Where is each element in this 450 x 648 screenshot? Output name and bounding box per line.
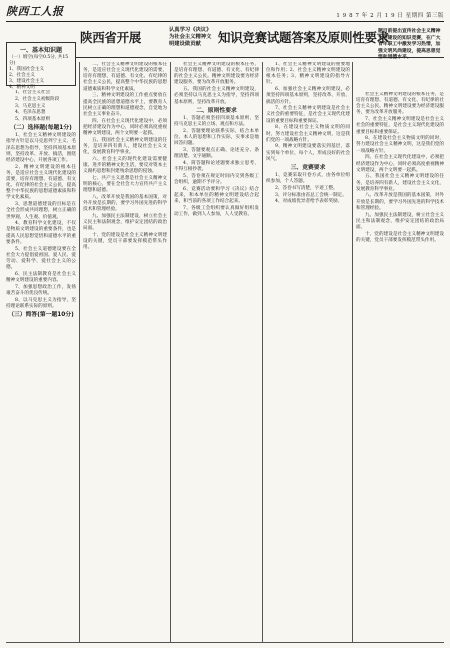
paragraph: 五、我国社会主义精神文明建设的任务，是培养四有新人，建设社会主义文化，发展教育科学事业。 (356, 174, 444, 192)
paragraph: 五、我国的社会主义精神文明建设，必须坚持以马克思主义为指导，坚持四项基本原则，坚持改革开放。 (174, 87, 259, 105)
list-item: 1、我国社会主义 (9, 67, 45, 72)
paragraph: 五、我国社会主义精神文明建设的任务，是培养四有新人，建设社会主义文化，发展教育科学事业。 (83, 137, 167, 155)
section-heading: （二）选择题(每题1分) (10, 125, 72, 132)
bottom-rule (6, 642, 444, 643)
paragraph: 8、在建设社会主义物质文明的同时，努力建设社会主义精神文明，这是我们党的一项战略方针。 (356, 136, 444, 154)
paragraph: 十、党的建设是社会主义精神文明建设的关键，党员干部要发挥模范带头作用。 (356, 231, 444, 243)
section-heading: 三、竞赛要求 (290, 164, 326, 171)
paragraph: 5、社会主义道德建设要在全社会大力提倡爱祖国、爱人民、爱劳动、爱科学、爱社会主义的公德。 (6, 246, 76, 270)
paragraph: 8、在建设社会主义物质文明的同时，努力建设社会主义精神文明，这是我们党的一项战略方针。 (266, 125, 350, 143)
paragraph: 4、简答题和论述题要求独立思考，不得互相抄袭。 (174, 160, 259, 172)
paragraph: 2、答题要理论联系实际，结合本单位、本人的思想和工作实际，实事求是地回答问题。 (174, 128, 259, 147)
paragraph: 四、在社会主义现代化建设中，必须把经济建设作为中心，同时必须高度重视精神文明建设，两个文明要一起抓。 (83, 118, 167, 136)
column-rule (262, 62, 263, 642)
paragraph: 3、评分标准由省总工会统一制定。 (275, 192, 347, 198)
paragraph: 2、精神文明建设的根本任务，是适应社会主义现代化建设的需要，培育有理想、有道德、有文化、有纪律的社会主义公民，提高整个中华民族的思想道德素质和科学文化素质。 (6, 164, 76, 201)
article-column-5 (356, 92, 444, 638)
column-rule (170, 62, 171, 642)
list-item: （一）填空(每空0.5分, 共15分) (9, 55, 69, 66)
paragraph: 4、对成绩优异者给予表彰奖励。 (275, 199, 343, 205)
article-column-3 (174, 62, 259, 638)
paragraph: 5、四项基本原则 (15, 117, 51, 122)
paragraph: 十、党的建设是社会主义精神文明建设的关键，党员干部要发挥模范带头作用。 (83, 232, 167, 251)
headline-left: 陕西省开展 (80, 30, 142, 45)
article-column-4 (266, 62, 350, 638)
masthead (6, 4, 444, 22)
section-box (6, 42, 76, 90)
section-heading: 二、原则性要求 (196, 107, 237, 114)
paragraph: 二、社会主义精神文明建设的根本任务，是适应社会主义现代化建设的需要，培育有理想、有道德、有文化、有纪律的社会主义公民，提高整个中华民族的思想道德素质和科学文化素质。 (83, 62, 167, 92)
paragraph: 四、在社会主义现代化建设中，必须把经济建设作为中心，同时必须高度重视精神文明建设，两个文明要一起抓。 (356, 155, 444, 173)
paragraph: 2、社会主义初级阶段 (15, 96, 60, 102)
headline-right: 知识竞赛试题答案及原则性要求 (218, 30, 389, 45)
lead-paragraph: 题目前提出宣传社会主义精神文明建设的知识竞赛，在广大青年职工中激发学习热情，加强文明风尚建设，提高思想觉悟和道德水平。 (378, 28, 441, 60)
column-rule (352, 62, 353, 642)
paragraph: 3、答题要观点正确、论述充分、条理清楚、文字通顺。 (174, 147, 259, 159)
paragraph: 1、竞赛采取开卷方式，由各单位组织参加，个人答题。 (266, 173, 350, 185)
paragraph: 六、社会主义的现代化建设需要健康、进步的精神文化生活，要反对资本主义腐朽思想和封建残余思想的侵蚀。 (83, 156, 167, 175)
headline-subtitle: 认真学习《决议》为社会主义精神文明建设做贡献 (169, 27, 212, 47)
paragraph: 三、精神文明建设的工作重点要放在提高全民族的思想道德水平上，要教育人民树立正确的理想和道德观念，自觉地为社会主义事业奋斗。 (83, 93, 167, 117)
paragraph: 4、教育科学文化建设，不仅是物质文明建设的重要条件，也是提高人民思想觉悟和道德水平的重要条件。 (6, 221, 76, 245)
paragraph: 1、社会主义社会 (15, 90, 51, 95)
section-box-title: 一、基本知识题 (19, 47, 62, 54)
paragraph: 4、毛泽东思想 (15, 110, 46, 116)
list-item: 3、建设社会主义 (9, 79, 45, 84)
section-heading: （三）简答(第一题10分) (8, 311, 74, 318)
paragraph: 九、加强民主法制建设，树立社会主义民主和法制观念，维护安定团结的政治局面。 (356, 212, 444, 230)
dateline: 1 9 8 7 年 2 月 1 9 日 星期四 第三版 (336, 13, 444, 19)
paragraph: 5、答卷须在规定时间内交到各级工会组织，逾期不予评分。 (174, 173, 259, 185)
paragraph: 6、竞赛活动要和学习《决议》结合起来，和本单位的精神文明建设结合起来，和当前的各项工作结合起来。 (174, 186, 259, 204)
paragraph: 7、加强思想政治工作，发扬艰苦奋斗的优良传统。 (6, 284, 76, 296)
paragraph: 八、改革开放是我国的基本国策，对外开放是长期的，要学习外国先进的科学技术和管理经验。 (83, 194, 167, 213)
paragraph: 1、社会主义精神文明建设的重要地位和作用；2、社会主义精神文明建设的根本任务；3、精神文明建设的指导方针。 (266, 62, 350, 86)
paragraph: 社会主义精神文明建设的根本任务，是培育有理想、有道德、有文化、有纪律的社会主义公民。精神文明建设要为经济建设服务，要为改革开放服务。 (174, 62, 259, 86)
paragraph: 8、以马克思主义为指导，坚持理论联系实际的原则。 (6, 297, 76, 309)
paragraph: 7、各级工会组织要认真做好组织发动工作，做到人人参加，人人受教育。 (174, 205, 259, 217)
column-rule (79, 62, 80, 642)
paragraph: 八、改革开放是我国的基本国策，对外开放是长期的，要学习外国先进的科学技术和管理经验。 (356, 193, 444, 211)
paragraph: 1、社会主义精神文明建设的指导方针是以马克思列宁主义、毛泽东思想为指导，坚持四项基本原则，坚持改革、开放、搞活，围绕经济建设中心，开展各项工作。 (6, 133, 76, 163)
list-item: 4、精神文明 (9, 85, 35, 90)
paragraph: 社会主义精神文明建设的根本任务，是培育有理想、有道德、有文化、有纪律的社会主义公民。精神文明建设要为经济建设服务，要为改革开放服务。 (356, 92, 444, 116)
paragraph: 1、答题必须坚持四项基本原则，坚持马克思主义的立场、观点和方法。 (174, 115, 259, 127)
paragraph: 九、加强民主法制建设，树立社会主义民主和法制观念，维护安定团结的政治局面。 (83, 213, 167, 232)
article-column-2 (83, 62, 167, 638)
article-column-1 (6, 90, 76, 638)
paragraph: 3、思想道德建设的目标是在全社会形成共同理想，树立正确的世界观、人生观、价值观。 (6, 202, 76, 220)
newspaper-logo: 陕西工人报 (6, 5, 64, 18)
paragraph: 7、社会主义精神文明建设是社会主义社会的重要特征，是社会主义现代化建设的重要目标和重要保证。 (356, 117, 444, 135)
paragraph: 七、共产主义思想是社会主义精神文明的核心，要在全社会大力宣传共产主义理想和道德。 (83, 175, 167, 194)
paragraph: 6、加强社会主义精神文明建设，必须坚持四项基本原则，坚持改革、开放、搞活的方针。 (266, 87, 350, 105)
paragraph: 3、马克思主义 (15, 103, 46, 109)
list-item: 2、社会主义 (9, 73, 35, 78)
paragraph: 2、答卷书写清楚，字迹工整。 (275, 185, 338, 191)
paragraph: 7、社会主义精神文明建设是社会主义社会的重要特征，是社会主义现代化建设的重要目标和重要保证。 (266, 106, 350, 124)
paragraph: 9、精神文明建设要落实到基层，落实到每个单位、每个人，形成良好的社会风气。 (266, 144, 350, 162)
paragraph: 6、民主法制教育是社会主义精神文明建设的重要内容。 (6, 271, 76, 283)
